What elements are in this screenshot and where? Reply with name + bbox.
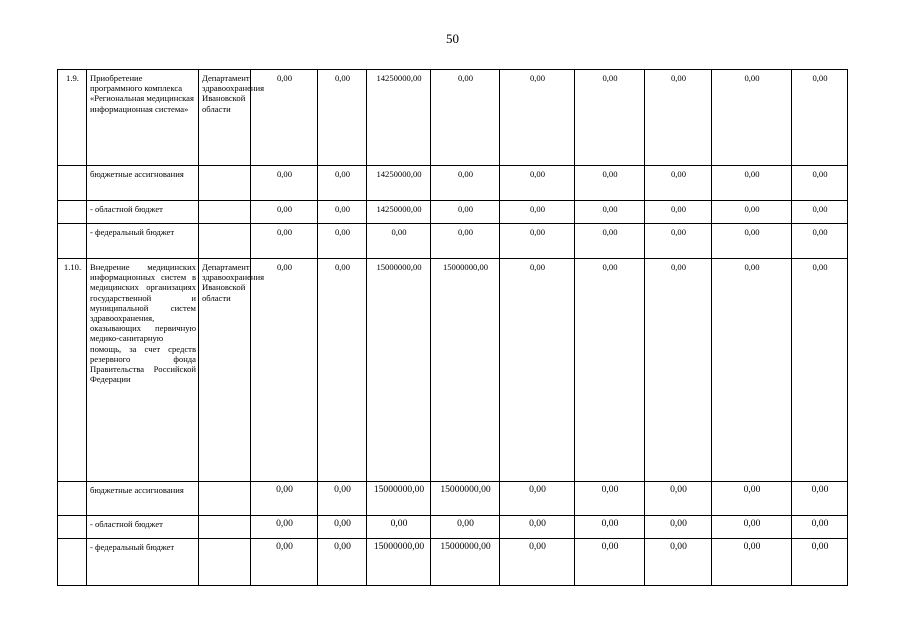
amount-cell: 0,00 xyxy=(575,224,645,259)
page-number: 50 xyxy=(446,31,459,46)
row-index-cell: 1.10. xyxy=(58,259,87,482)
amount-cell: 0,00 xyxy=(318,224,367,259)
amount-cell: 0,00 xyxy=(251,516,318,539)
table-row xyxy=(58,259,848,482)
amount-cell: 14250000,00 xyxy=(367,70,431,166)
amount-cell: 0,00 xyxy=(712,259,792,482)
amount-cell: 0,00 xyxy=(645,224,712,259)
amount-cell: 0,00 xyxy=(712,224,792,259)
amount-cell: 0,00 xyxy=(792,516,848,539)
amount-cell: 15000000,00 xyxy=(431,259,500,482)
executor-cell xyxy=(199,482,251,516)
table-row xyxy=(58,201,848,224)
row-index-cell: 1.9. xyxy=(58,70,87,166)
amount-cell: 0,00 xyxy=(367,224,431,259)
amount-cell: 0,00 xyxy=(575,70,645,166)
amount-cell: 15000000,00 xyxy=(431,539,500,586)
amount-cell: 0,00 xyxy=(431,166,500,201)
amount-cell: 0,00 xyxy=(575,166,645,201)
amount-cell: 0,00 xyxy=(251,201,318,224)
amount-cell: 0,00 xyxy=(645,539,712,586)
amount-cell: 0,00 xyxy=(251,539,318,586)
executor-cell: Департамент здравоохранения Ивановской области xyxy=(199,70,251,166)
executor-cell xyxy=(199,516,251,539)
amount-cell: 15000000,00 xyxy=(367,539,431,586)
amount-cell: 0,00 xyxy=(712,482,792,516)
table-row xyxy=(58,539,848,586)
amount-cell: 0,00 xyxy=(318,166,367,201)
amount-cell: 0,00 xyxy=(712,201,792,224)
amount-cell: 0,00 xyxy=(500,516,575,539)
amount-cell: 0,00 xyxy=(318,70,367,166)
amount-cell: 0,00 xyxy=(500,539,575,586)
executor-cell xyxy=(199,201,251,224)
amount-cell: 0,00 xyxy=(431,201,500,224)
executor-cell: Департамент здравоохранения Ивановской области xyxy=(199,259,251,482)
amount-cell: 0,00 xyxy=(500,224,575,259)
amount-cell: 0,00 xyxy=(251,224,318,259)
amount-cell: 0,00 xyxy=(575,516,645,539)
amount-cell: 0,00 xyxy=(792,482,848,516)
amount-cell: 0,00 xyxy=(318,539,367,586)
activity-name-cell: - федеральный бюджет xyxy=(87,224,199,259)
activity-name-cell: Внедрение медицинских информационных систем в медицинских организациях государственной и муниципальной систем здравоохранения, оказывающих первичную медико-санитарную помощь, за счет средств резервного фонда Правительства Российской Федерации xyxy=(87,259,199,482)
row-index-cell xyxy=(58,166,87,201)
amount-cell: 0,00 xyxy=(251,482,318,516)
amount-cell: 0,00 xyxy=(645,516,712,539)
amount-cell: 0,00 xyxy=(792,539,848,586)
amount-cell: 0,00 xyxy=(367,516,431,539)
row-index-cell xyxy=(58,516,87,539)
amount-cell: 0,00 xyxy=(575,539,645,586)
activity-name-cell: - областной бюджет xyxy=(87,516,199,539)
table-row xyxy=(58,70,848,166)
table-row xyxy=(58,516,848,539)
amount-cell: 0,00 xyxy=(318,259,367,482)
amount-cell: 0,00 xyxy=(645,201,712,224)
amount-cell: 0,00 xyxy=(500,482,575,516)
amount-cell: 0,00 xyxy=(251,259,318,482)
amount-cell: 0,00 xyxy=(318,516,367,539)
table-row xyxy=(58,482,848,516)
executor-cell xyxy=(199,166,251,201)
amount-cell: 0,00 xyxy=(318,482,367,516)
amount-cell: 0,00 xyxy=(575,259,645,482)
amount-cell: 0,00 xyxy=(500,201,575,224)
amount-cell: 14250000,00 xyxy=(367,201,431,224)
amount-cell: 0,00 xyxy=(500,259,575,482)
activity-name-cell: - федеральный бюджет xyxy=(87,539,199,586)
amount-cell: 0,00 xyxy=(251,70,318,166)
amount-cell: 0,00 xyxy=(645,70,712,166)
executor-cell xyxy=(199,539,251,586)
amount-cell: 0,00 xyxy=(712,539,792,586)
row-index-cell xyxy=(58,482,87,516)
table-row xyxy=(58,166,848,201)
amount-cell: 0,00 xyxy=(318,201,367,224)
amount-cell: 0,00 xyxy=(431,70,500,166)
amount-cell: 14250000,00 xyxy=(367,166,431,201)
executor-cell xyxy=(199,224,251,259)
amount-cell: 0,00 xyxy=(575,201,645,224)
amount-cell: 0,00 xyxy=(645,259,712,482)
amount-cell: 0,00 xyxy=(792,224,848,259)
amount-cell: 0,00 xyxy=(712,166,792,201)
row-index-cell xyxy=(58,224,87,259)
amount-cell: 0,00 xyxy=(500,70,575,166)
amount-cell: 0,00 xyxy=(792,166,848,201)
amount-cell: 0,00 xyxy=(645,166,712,201)
amount-cell: 0,00 xyxy=(712,70,792,166)
row-index-cell xyxy=(58,201,87,224)
amount-cell: 0,00 xyxy=(251,166,318,201)
activity-name-cell: бюджетные ассигнования xyxy=(87,482,199,516)
amount-cell: 0,00 xyxy=(645,482,712,516)
amount-cell: 15000000,00 xyxy=(431,482,500,516)
amount-cell: 15000000,00 xyxy=(367,259,431,482)
amount-cell: 0,00 xyxy=(431,516,500,539)
amount-cell: 0,00 xyxy=(792,70,848,166)
amount-cell: 0,00 xyxy=(575,482,645,516)
activity-name-cell: - областной бюджет xyxy=(87,201,199,224)
row-index-cell xyxy=(58,539,87,586)
activity-name-cell: бюджетные ассигнования xyxy=(87,166,199,201)
amount-cell: 0,00 xyxy=(792,201,848,224)
amount-cell: 0,00 xyxy=(792,259,848,482)
amount-cell: 0,00 xyxy=(712,516,792,539)
amount-cell: 15000000,00 xyxy=(367,482,431,516)
table-row xyxy=(58,224,848,259)
amount-cell: 0,00 xyxy=(500,166,575,201)
amount-cell: 0,00 xyxy=(431,224,500,259)
budget-table xyxy=(57,69,848,586)
activity-name-cell: Приобретение программного комплекса «Региональная медицинская информационная система» xyxy=(87,70,199,166)
